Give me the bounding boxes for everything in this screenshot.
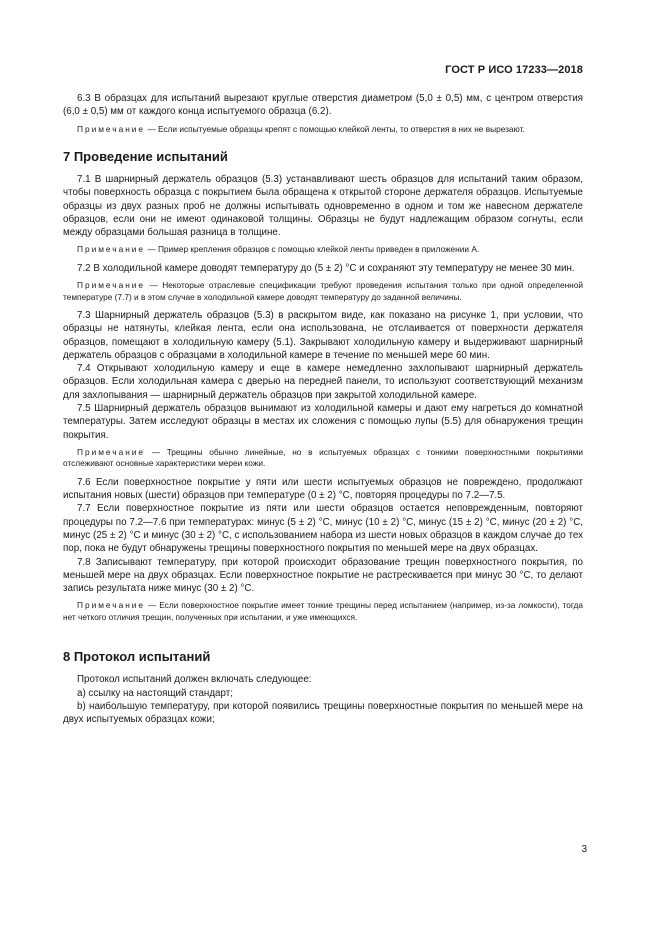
clause-6-3: 6.3 В образцах для испытаний вырезают круглые отверстия диаметром (5,0 ± 0,5) мм, с центром отверстия (6,0 ± 0,5) мм от каждого конца испытуемого образца (6.2). xyxy=(63,93,583,118)
section-8-heading: 8 Протокол испытаний xyxy=(63,649,211,665)
page-number: 3 xyxy=(581,844,587,855)
note-7-5 xyxy=(63,447,583,470)
note-7-8 xyxy=(63,600,583,623)
note-text: — Трещины обычно линейные, но в испытуемых образцах с тонкими поверхностными покрытиями отслеживают основные характеристики мереи кожи. xyxy=(63,446,583,469)
clause-7-6: 7.6 Если поверхностное покрытие у пяти или шести испытуемых образцов не повреждено, продолжают испытания новых (шести) образцов при температуре (0 ± 2) °C, повторяя процедуры по 7.2—7.5. xyxy=(63,476,583,502)
note-6-3 xyxy=(63,124,583,135)
note-label: Примечание xyxy=(77,123,146,134)
clause-7-4: 7.4 Открывают холодильную камеру и еще в камере немедленно захлопывают шарнирный держатель образцов. Если холодильная камера с дверью на передней панели, то используют соответствующий механизм для захлопывания — шарнирный держатель образцов при закрытой холодильной камере. xyxy=(63,363,583,401)
clause-7-2: 7.2 В холодильной камере доводят температуру до (5 ± 2) °C и сохраняют эту температуру не менее 30 мин. xyxy=(77,262,575,274)
clause-7-7: 7.7 Если поверхностное покрытие из пяти или шести образцов остается неповрежденным, повторяют процедуры по 7.2—7.6 при температурах: минус (5 ± 2) °C, минус (10 ± 2) °C, минус (15 ± 2) °C, минус (20 ± 2) °C, минус (25 ± 2) °C и минус (30 ± 2) °C, с использованием набора из шести новых образцов в каждом случае до тех пор, пока не будут обнаружены трещины поверхностного покрытия по меньшей мере на двух образцах. xyxy=(63,503,583,555)
note-label: Примечание xyxy=(77,280,146,291)
section-7-heading: 7 Проведение испытаний xyxy=(63,149,228,164)
document-body xyxy=(63,92,583,726)
note-text: — Некоторые отраслевые спецификации требуют проведения испытания только при одной определенной температуре (7.7) и в этом случае в холодильной камере доводят температуру до заданной величины. xyxy=(63,280,583,302)
clause-7-3: 7.3 Шарнирный держатель образцов (5.3) в раскрытом виде, как показано на рисунке 1, при условии, что образцы не натянуты, клейкая лента, если она использована, не отслаивается от поверхности держателя образцов, помещают в холодильную камеру (5.1). Закрывают холодильную камеру и выдерживают шарнирный держатель образцов с образцами в холодильной камере в течение по меньшей мере 60 мин. xyxy=(63,310,583,361)
note-label: Примечание xyxy=(77,446,146,457)
clause-7-5: 7.5 Шарнирный держатель образцов вынимают из холодильной камеры и дают ему нагреться до комнатной температуры. Затем исследуют образцы в местах их сложения с помощью лупы (5.5) для обнаружения трещин покрытия. xyxy=(63,403,583,441)
document-header: ГОСТ Р ИСО 17233—2018 xyxy=(445,64,583,76)
clause-8-intro: Протокол испытаний должен включать следующее: xyxy=(77,674,312,686)
note-7-1 xyxy=(63,244,583,255)
clause-8-b: b) наибольшую температуру, при которой появились трещины поверхностные покрытия по меньшей мере на двух испытуемых образцах кожи; xyxy=(63,700,583,726)
note-text: — Если испытуемые образцы крепят с помощью клейкой ленты, то отверстия в них не вырезают. xyxy=(147,123,525,134)
note-text: — Если поверхностное покрытие имеет тонкие трещины перед испытанием (например, из-за ломкости), тогда нет четкого отличия трещин, полученных при испытании, и уже имеющихся. xyxy=(63,600,583,622)
clause-8-a: а) ссылку на настоящий стандарт; xyxy=(77,687,233,699)
note-7-2 xyxy=(63,280,583,303)
spacer xyxy=(63,629,583,635)
note-text: — Пример крепления образцов с помощью клейкой ленты приведен в приложении А. xyxy=(147,244,480,255)
clause-7-8: 7.8 Записывают температуру, при которой происходит образование трещин поверхностного покрытия, по меньшей мере на двух образцах. Если поверхностное покрытие не растрескивается при минус 30 °C, то делают запись результата ниже минус (30 ± 2) °C. xyxy=(63,556,583,595)
note-label: Примечание xyxy=(77,600,146,611)
clause-7-1: 7.1 В шарнирный держатель образцов (5.3) устанавливают шесть образцов для испытаний таким образом, чтобы поверхность образца с покрытием была обращена к открытой стороне держателя образцов. Испытуемые образцы из двух разных проб не должны испытывать одновременно в одном и том же навесном держателе образцов, если они не имеют одинаковой толщины. Образцы не будут надлежащим образом согнуты, если между образцами большая разница в толщине. xyxy=(63,174,583,239)
note-label: Примечание xyxy=(77,244,146,255)
